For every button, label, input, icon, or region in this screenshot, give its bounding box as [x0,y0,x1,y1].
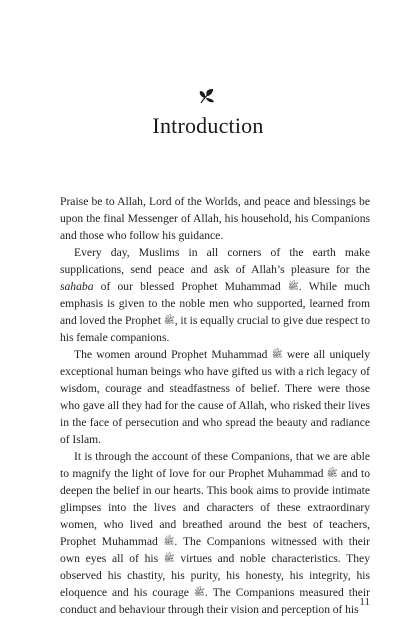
page-title: Introduction [152,113,264,138]
honorific-symbol: ﷺ [193,587,205,597]
paragraph-2: Every day, Muslims in all corners of the earth make supplications, send peace and ask of Allah’s pleasure for the sahaba of our blessed Prophet Muhammad ﷺ. While much emphasis is given to the noble men who supported, learned from and loved the Prophet ﷺ, it is equally crucial to give due respect to his female companions. [60,246,370,344]
paragraph-1: Praise be to Allah, Lord of the Worlds, and peace and blessings be upon the final Messenger of Allah, his household, his Companions and those who follow his guidance. [60,195,370,242]
paragraph-4: It is through the account of these Companions, that we are able to magnify the light of love for our Prophet Muhammad ﷺ and to deepen the belief in our hearts. This book aims to provide intimate glimpses into the lives and characters of these extraordinary women, who lived and breathed around the best of teachers, Prophet Muhammad ﷺ. The Companions witnessed with their own eyes all of his ﷺ virtues and noble characteristics. They observed his chastity, his purity, his honesty, his integrity, his eloquence and his courage ﷺ. The Companions measured their conduct and behaviour through their vision and perception of his [60,450,370,616]
leaf-sprig-icon [198,88,216,104]
page-number: 11 [359,596,370,608]
italic-term: sahaba [60,280,94,293]
honorific-symbol: ﷺ [163,315,175,325]
honorific-symbol: ﷺ [163,536,175,546]
honorific-symbol: ﷺ [287,281,299,291]
paragraph-3: The women around Prophet Muhammad ﷺ were all uniquely exceptional human beings who have gifted us with a rich legacy of wisdom, courage and steadfastness of belief. There were those who gave all they had for the cause of Allah, who risked their lives in the face of persecution and who spread the beauty and radiance of Islam. [60,348,371,446]
honorific-symbol: ﷺ [271,349,283,359]
body-text [60,193,370,618]
honorific-symbol: ﷺ [326,468,338,478]
honorific-symbol: ﷺ [163,553,175,563]
